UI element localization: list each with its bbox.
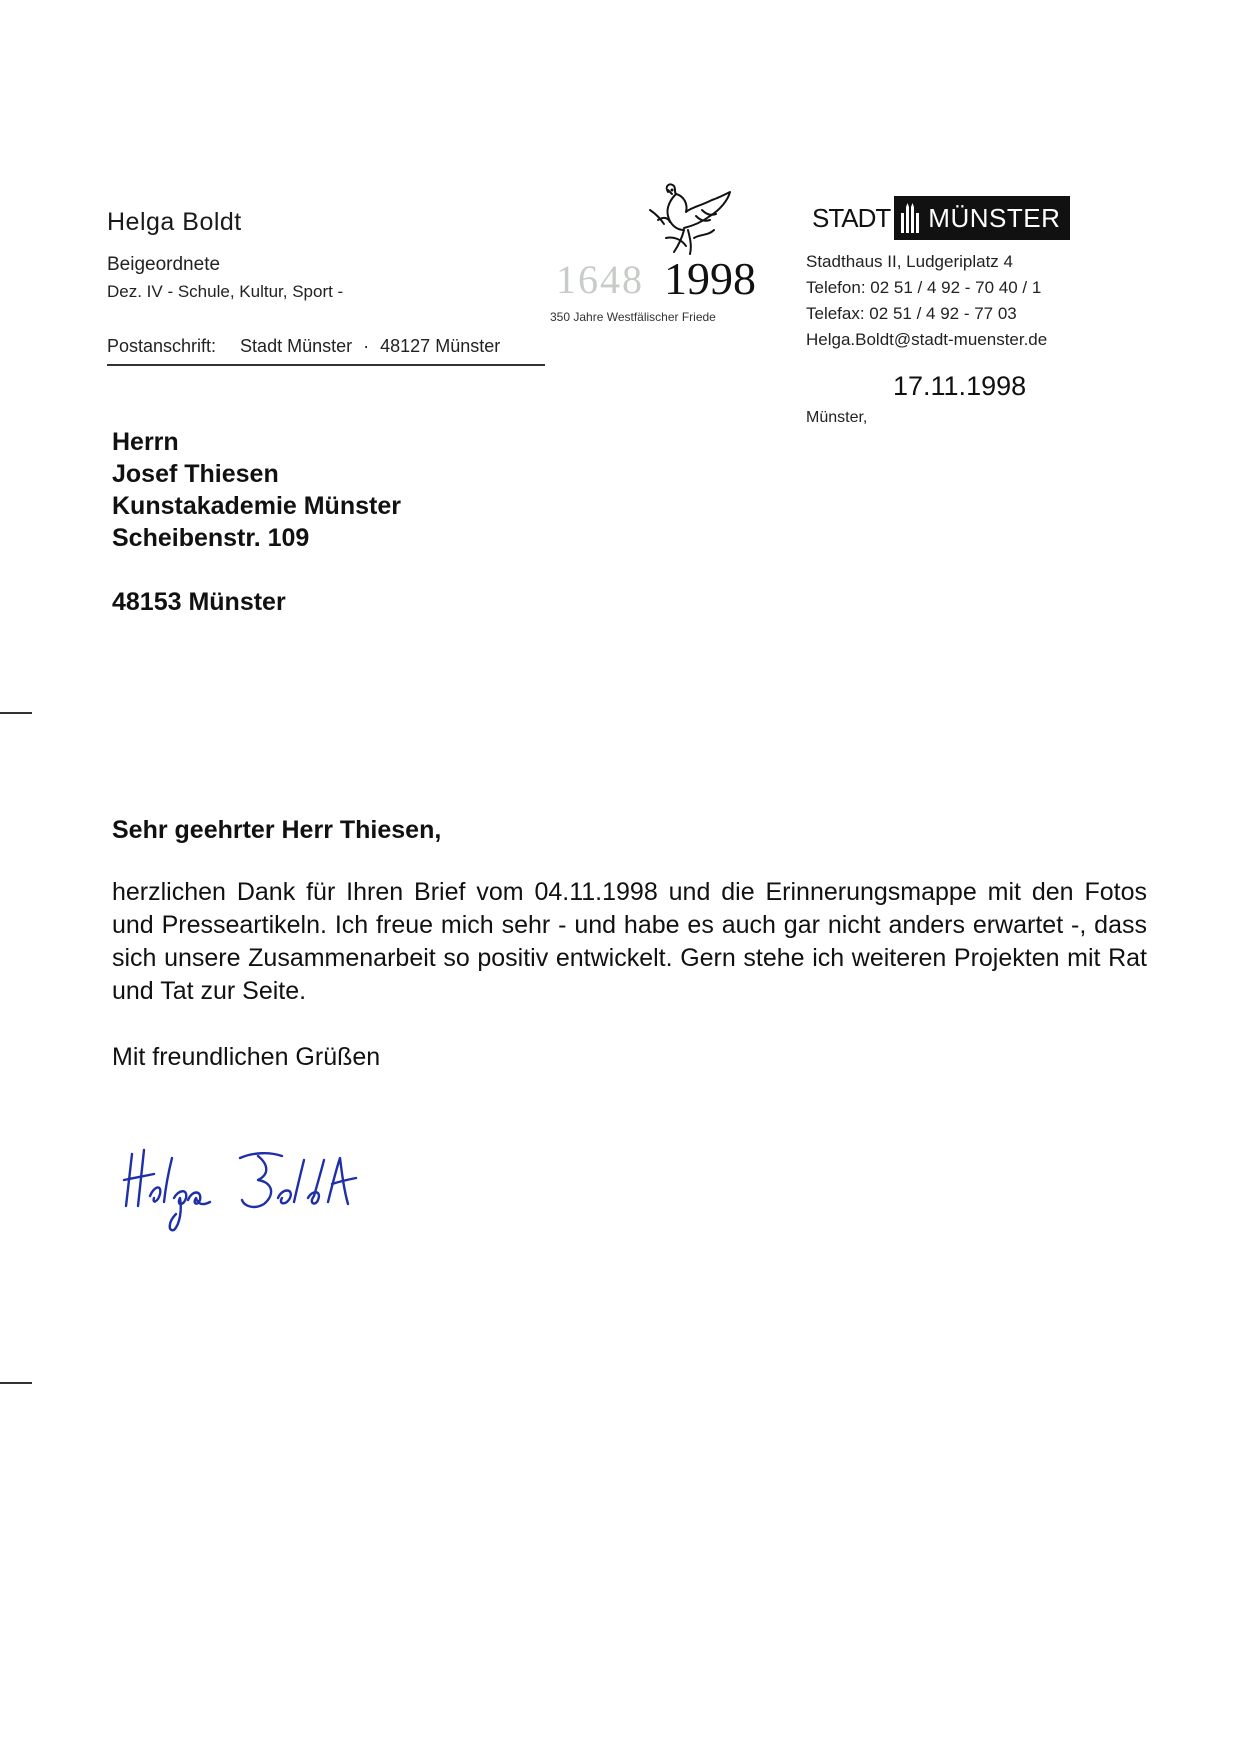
sender-role: Beigeordnete xyxy=(107,254,221,275)
letter-place: Münster, xyxy=(806,409,868,426)
sender-name: Helga Boldt xyxy=(107,208,242,236)
sender-department: Dez. IV - Schule, Kultur, Sport - xyxy=(107,282,344,301)
year-1998: 1998 xyxy=(664,253,756,304)
city-logo xyxy=(812,196,1070,240)
contact-email: Helga.Boldt@stadt-muenster.de xyxy=(806,330,1048,349)
contact-fax: Telefax: 02 51 / 4 92 - 77 03 xyxy=(806,304,1017,323)
recipient-zip-city: 48153 Münster xyxy=(112,588,286,616)
contact-phone: Telefon: 02 51 / 4 92 - 70 40 / 1 xyxy=(806,278,1042,297)
letter-salutation: Sehr geehrter Herr Thiesen, xyxy=(112,816,442,844)
letter-body: herzlichen Dank für Ihren Brief vom 04.11.1998 und die Erinnerungsmappe mit den Fotos und Presseartikeln. Ich freue mich sehr - und habe es auch gar nicht anders erwartet -, dass sich unsere Zusammenarbeit so positiv entwickelt. Gern stehe ich weiteren Projekten mit Rat und Tat zur Seite. xyxy=(112,878,1147,1005)
punch-mark xyxy=(0,1382,32,1384)
postal-separator: · xyxy=(363,336,370,356)
letter-closing: Mit freundlichen Grüßen xyxy=(112,1043,381,1071)
postal-zip-city: 48127 Münster xyxy=(380,336,501,356)
anniversary-logo xyxy=(548,180,758,330)
postal-label: Postanschrift: xyxy=(107,336,217,356)
postal-address xyxy=(107,336,500,357)
city-logo-stadt: STADT xyxy=(812,202,891,233)
postal-divider xyxy=(107,364,545,366)
anniversary-years xyxy=(548,252,758,302)
contact-address: Stadthaus II, Ludgeriplatz 4 xyxy=(806,252,1013,271)
recipient-salutation: Herrn xyxy=(112,428,179,456)
cathedral-icon xyxy=(900,203,920,233)
fold-mark xyxy=(0,712,32,714)
recipient-street: Scheibenstr. 109 xyxy=(112,524,310,552)
year-1648: 1648 xyxy=(556,257,644,302)
recipient-name: Josef Thiesen xyxy=(112,460,279,488)
city-logo-box xyxy=(894,196,1070,240)
letter-date: 17.11.1998 xyxy=(893,371,1027,401)
postal-city: Stadt Münster xyxy=(240,336,353,356)
city-logo-muenster: MÜNSTER xyxy=(928,202,1061,233)
recipient-organization: Kunstakademie Münster xyxy=(112,492,401,520)
handwritten-signature xyxy=(118,1140,378,1235)
logo-caption: 350 Jahre Westfälischer Friede xyxy=(550,310,716,324)
